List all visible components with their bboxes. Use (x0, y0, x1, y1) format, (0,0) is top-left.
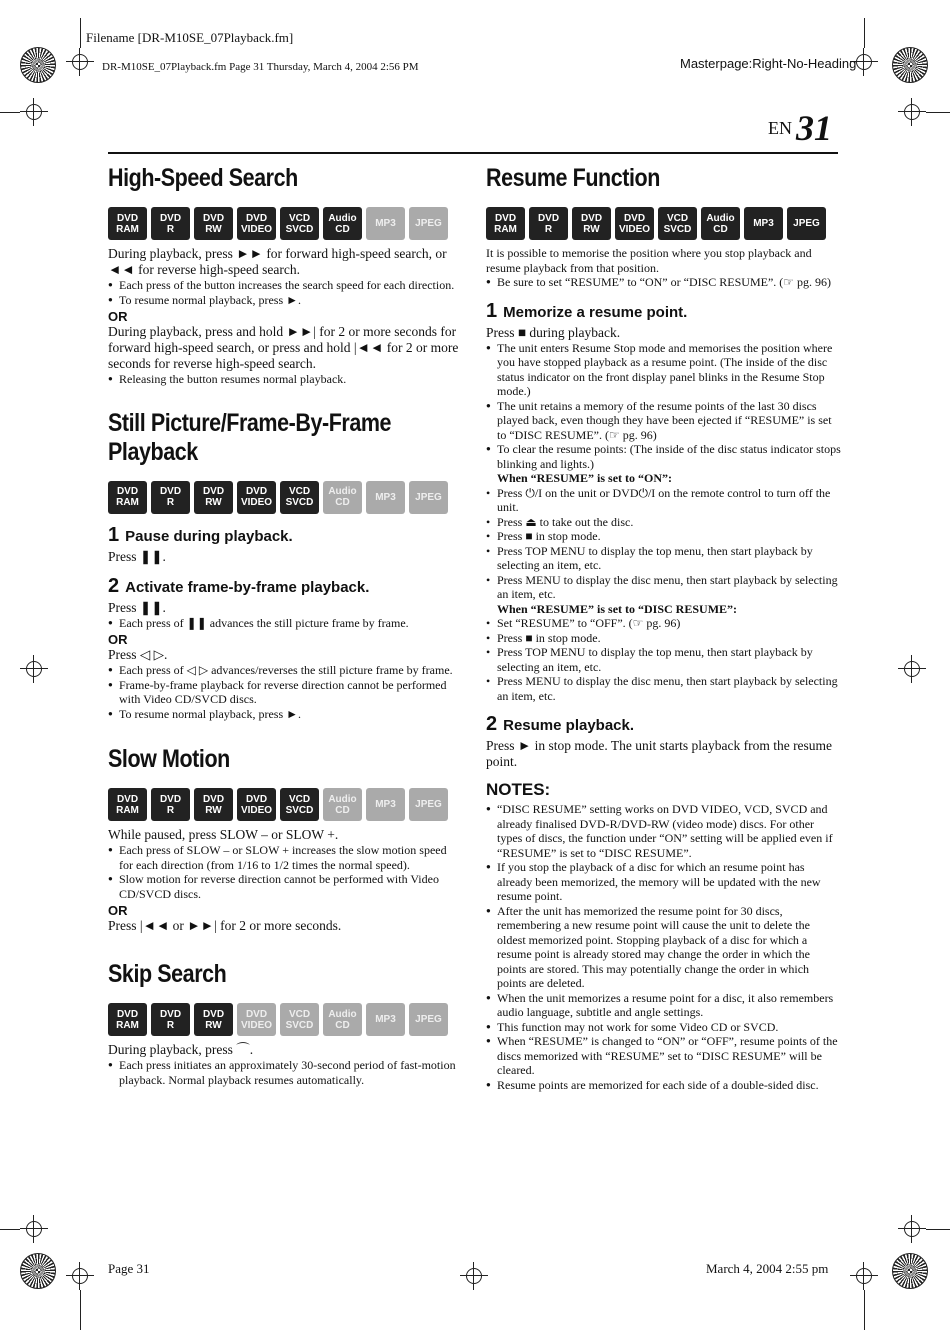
disc-badge (108, 481, 147, 514)
notes-list (486, 802, 841, 1092)
crosshair-icon (20, 655, 48, 683)
cut-line (0, 112, 20, 113)
disc-badge-line1: DVD (116, 212, 139, 224)
disc-badge (658, 207, 697, 240)
disc-badge (280, 481, 319, 514)
bullet-item: ● Resume points are memorized for each side of a double-sided disc. (486, 1078, 841, 1093)
disc-badge-line1: DVD (116, 793, 139, 805)
disc-badge-line1: JPEG (415, 491, 442, 503)
disc-badge-line1: DVD (202, 1008, 225, 1020)
cut-line (80, 1290, 81, 1330)
disc-badge-line2: VIDEO (240, 804, 273, 816)
disc-badge-line1: VCD (288, 212, 311, 224)
bullet-item: ● Releasing the button resumes normal playback. (108, 372, 463, 387)
disc-badge-line1: DVD (159, 793, 182, 805)
cut-line (926, 1229, 950, 1230)
disc-badge-line1: JPEG (415, 1014, 442, 1025)
paragraph: During playback, press ⌒. (108, 1042, 254, 1057)
bullet-item: • Press MENU to display the disc menu, then start playback by selecting an item, etc. (486, 573, 841, 602)
disc-badge (194, 788, 233, 821)
bullet-item: ● To resume normal playback, press ►. (108, 293, 463, 308)
crosshair-icon (898, 98, 926, 126)
paragraph: Press ■ during playback. (486, 324, 621, 340)
bullet-item: ● The unit retains a memory of the resume points of the last 30 discs played back, even though they have been ejected if “RESUME” is set to “DISC RESUME”. (☞ pg. 96) (486, 399, 841, 443)
disc-badge-line1: MP3 (753, 218, 774, 229)
disc-badge-line1: VCD (288, 1008, 311, 1020)
disc-badge-line2: VIDEO (240, 1019, 273, 1031)
paragraph: It is possible to memorise the position where you stop playback and resume playback from that position. (486, 246, 812, 275)
registration-dial-icon (892, 1253, 928, 1289)
disc-badge-line1: MP3 (375, 799, 396, 810)
bullet-item: ● Each press of SLOW – or SLOW + increases the slow motion speed for each direction (from 1/16 to 1/2 times the normal speed). (108, 843, 463, 872)
page-number: 31 (796, 108, 832, 148)
disc-badge (744, 207, 783, 240)
footer-page-label: Page 31 (108, 1261, 150, 1276)
disc-badge-line2: RAM (494, 223, 517, 235)
still-title-line2: Playback (108, 437, 198, 466)
disc-badge (615, 207, 654, 240)
on-list (486, 486, 841, 602)
step-title: Pause during playback. (125, 527, 293, 545)
disc-badge (323, 481, 362, 514)
step-number: 2 (108, 574, 120, 597)
disc-badge (237, 1003, 276, 1036)
header-rule (108, 152, 838, 154)
disc-badge (280, 207, 319, 240)
disc-badge-line1: JPEG (415, 218, 442, 229)
bullet-item: • Press ■ in stop mode. (486, 529, 841, 544)
disc-badge (194, 481, 233, 514)
disc-badge-line1: VCD (288, 486, 311, 497)
cut-line (80, 18, 81, 48)
bullet-item: ● When the unit memorizes a resume point for a disc, it also remembers audio language, subtitle and angle settings. (486, 991, 841, 1020)
bullet-item: • Press ⏏ to take out the disc. (486, 515, 841, 530)
disc-badge (108, 788, 147, 821)
disc-badge (486, 207, 525, 240)
bullet-item: ● Slow motion for reverse direction cannot be performed with Video CD/SVCD discs. (108, 872, 463, 901)
registration-dial-icon (892, 47, 928, 83)
disc-badges (108, 481, 463, 514)
bullet-item: ● Each press of ❚❚ advances the still picture frame by frame. (108, 616, 463, 631)
crosshair-icon (850, 1262, 878, 1290)
still-picture-section (108, 409, 463, 722)
disc-badge-line2: VIDEO (240, 497, 273, 508)
bullet-item: ● Each press initiates an approximately 30-second period of fast-motion playback. Normal playback resumes automatically. (108, 1058, 463, 1087)
disc-badge-line1: DVD (202, 212, 225, 224)
disc-badge-line1: DVD (580, 212, 603, 224)
disc-badge-line1: Audio (328, 1008, 357, 1020)
step-number: 2 (486, 713, 498, 735)
disc-badge (366, 788, 405, 821)
cut-line (864, 18, 865, 48)
bullet-item: ● Each press of ◁ ▷ advances/reverses the still picture frame by frame. (108, 663, 463, 678)
crosshair-icon (460, 1262, 488, 1290)
disc-badge-line1: VCD (288, 793, 311, 805)
disc-badge-line2: R (166, 223, 175, 235)
disc-badge-line2: RW (205, 1019, 222, 1031)
bullet-item: ● If you stop the playback of a disc for which an resume point has already been memorized, the memory will be updated with the new resume point. (486, 860, 841, 904)
paragraph: Press ❚❚. (108, 548, 166, 564)
left-column (108, 160, 463, 1087)
bullet-item: ● Be sure to set “RESUME” to “ON” or “DISC RESUME”. (☞ pg. 96) (486, 275, 841, 290)
disc-badge-line2: CD (335, 1019, 350, 1031)
disc-badge-line2: SVCD (285, 804, 314, 816)
disc-badge (409, 481, 448, 514)
or-label: OR (108, 903, 128, 918)
disc-badge (280, 1003, 319, 1036)
disc-badge (787, 207, 826, 240)
disc-badge-line2: R (544, 223, 553, 235)
disc-badge-line2: SVCD (663, 223, 692, 235)
or-label: OR (108, 309, 128, 324)
disc-badges (108, 788, 463, 821)
step-title: Resume playback. (503, 717, 635, 734)
disc-badge-line1: MP3 (375, 1014, 396, 1025)
crosshair-icon (66, 1262, 94, 1290)
bullet-item: ● Each press of the button increases the search speed for each direction. (108, 278, 463, 293)
disc-badge-line2: R (166, 804, 175, 816)
disc-badge (409, 788, 448, 821)
bullet-item: ● This function may not work for some Video CD or SVCD. (486, 1020, 841, 1035)
footer-date-label: March 4, 2004 2:55 pm (706, 1261, 829, 1276)
masterpage-label: Masterpage:Right-No-Heading (680, 56, 857, 71)
disc-badges (108, 1003, 463, 1036)
disc-badge-line2: RAM (116, 804, 139, 816)
disc-badge-line1: DVD (623, 212, 646, 224)
disc-badge (108, 207, 147, 240)
bullet-item: • Press TOP MENU to display the top menu, then start playback by selecting an item, etc. (486, 544, 841, 573)
disc-badge (151, 481, 190, 514)
bullet-item: ● When “RESUME” is changed to “ON” or “OFF”, resume points of the discs memorized with “RESUME” set to “DISC RESUME” will be cleared. (486, 1034, 841, 1078)
disc-badge-line1: Audio (328, 486, 357, 497)
disc-badge-line1: DVD (245, 212, 268, 224)
disc-badge (237, 481, 276, 514)
disc-badge-line1: VCD (666, 212, 689, 224)
disc-badge-line1: DVD (116, 1008, 139, 1020)
filename-label: Filename [DR-M10SE_07Playback.fm] (86, 30, 294, 45)
disc-badge-line1: Audio (328, 793, 357, 805)
subheading: When “RESUME” is set to “DISC RESUME”: (497, 601, 738, 616)
disc-badge (409, 207, 448, 240)
crosshair-icon (66, 48, 94, 76)
paragraph: During playback, press and hold ►►| for 2 or more seconds for forward high-speed search, or press and hold |◄◄ for 2 or more seconds for reverse high-speed search. (108, 324, 459, 371)
step-number: 1 (108, 523, 120, 546)
bullet-item: ● To clear the resume points: (The inside of the disc status indicator stops blinking and lights.) (486, 442, 841, 471)
disc-badge-line1: JPEG (793, 218, 820, 229)
crosshair-icon (898, 655, 926, 683)
disc-badge (237, 207, 276, 240)
slow-motion-section (108, 745, 463, 934)
disc-badge-line2: CD (335, 497, 350, 508)
disc-badge (572, 207, 611, 240)
still-title-line1: Still Picture/Frame-By-Frame (108, 408, 392, 437)
disc-badge (366, 481, 405, 514)
disc-badge (280, 788, 319, 821)
disc-badge-line2: RW (205, 223, 222, 235)
disc-badge-line1: Audio (328, 212, 357, 224)
disc-badges (108, 207, 463, 240)
paragraph: Press ► in stop mode. The unit starts playback from the resume point. (486, 738, 833, 769)
cut-line (864, 1290, 865, 1330)
bullet-item: ● The unit enters Resume Stop mode and memorises the position where you have stopped playback as a resume point. (The inside of the disc status indicator on the front display panel blinks in the Resume Stop mode.) (486, 341, 841, 399)
disc-badge-line2: VIDEO (240, 223, 273, 235)
disc-badge-line1: DVD (245, 793, 268, 805)
disc-badge (366, 1003, 405, 1036)
paragraph: While paused, press SLOW – or SLOW +. (108, 827, 339, 842)
bullet-item: • Set “RESUME” to “OFF”. (☞ pg. 96) (486, 616, 841, 631)
disc-badge-line2: CD (335, 223, 350, 235)
disc-badge (409, 1003, 448, 1036)
registration-dial-icon (20, 47, 56, 83)
disc-badge-line1: DVD (245, 486, 268, 497)
disc-badge-line1: MP3 (375, 218, 396, 229)
step-title: Memorize a resume point. (503, 303, 688, 321)
disc-badges (486, 207, 841, 240)
subheading: When “RESUME” is set to “ON”: (497, 471, 673, 485)
disc-badge (701, 207, 740, 240)
step-title: Activate frame-by-frame playback. (125, 578, 370, 596)
bullet-item: • Press TOP MENU to display the top menu, then start playback by selecting an item, etc. (486, 645, 841, 674)
step-heading (486, 713, 841, 736)
bullet-item: ● Frame-by-frame playback for reverse direction cannot be performed with Video CD/SVCD discs. (108, 678, 463, 707)
disc-badge (366, 207, 405, 240)
cut-line (926, 112, 950, 113)
disc-badge-line2: RAM (116, 1019, 139, 1031)
paragraph: Press ❚❚. (108, 599, 166, 615)
bullet-item: • Press ■ in stop mode. (486, 631, 841, 646)
step-heading (108, 575, 463, 598)
disc-badge-line1: DVD (245, 1008, 268, 1020)
disc-badge-line2: RAM (116, 497, 139, 508)
disc-badge-line2: SVCD (285, 497, 314, 508)
bullet-item: • Press MENU to display the disc menu, then start playback by selecting an item, etc. (486, 674, 841, 703)
disc-badge (151, 207, 190, 240)
crosshair-icon (20, 1215, 48, 1243)
slow-motion-title: Slow Motion (108, 745, 230, 773)
step-heading (486, 300, 841, 323)
disc-badge (151, 1003, 190, 1036)
disc-badge-line2: RW (583, 223, 600, 235)
high-speed-search-section (108, 164, 463, 387)
cut-line (0, 1229, 20, 1230)
disc-badge (237, 788, 276, 821)
disc-badge-line1: DVD (159, 212, 182, 224)
bullet-item: • Press ⏻/I on the unit or DVD⏻/I on the remote control to turn off the unit. (486, 486, 841, 515)
language-label: EN (768, 118, 792, 138)
crosshair-icon (898, 1215, 926, 1243)
disc-badge-line2: VIDEO (618, 223, 651, 235)
disc-badge-line2: RW (205, 497, 222, 508)
bullet-item: ● After the unit has memorized the resume point for 30 discs, remembering a new resume point will cause the unit to delete the oldest memorized point. Stopping playback of a disc for which a resume point is already stored may change the order in which the points are stored. This may potentially change the order in which points are deleted. (486, 904, 841, 991)
disc-badge-line1: DVD (159, 486, 182, 497)
step-number: 1 (486, 299, 498, 322)
disc-badge (323, 1003, 362, 1036)
still-picture-title (108, 409, 413, 467)
disc-badge-line1: MP3 (375, 491, 396, 503)
disc-badge-line2: R (166, 497, 175, 508)
disc-badge-line2: CD (713, 223, 728, 235)
bullet-item: ● “DISC RESUME” setting works on DVD VIDEO, VCD, SVCD and already finalised DVD-R/DVD-RW (video mode) discs. For other types of discs, the function under “ON” setting will be applied even if “RESUME” is set to “DISC RESUME”. (486, 802, 841, 860)
right-column (486, 160, 841, 1092)
disc-badge-line2: R (166, 1019, 175, 1031)
disc-badge (151, 788, 190, 821)
disc-badge (108, 1003, 147, 1036)
disc-badge-line1: DVD (537, 212, 560, 224)
paragraph: Press |◄◄ or ►►| for 2 or more seconds. (108, 918, 342, 933)
paragraph: During playback, press ►► for forward high-speed search, or ◄◄ for reverse high-speed search. (108, 246, 447, 277)
disc-badge-line2: RAM (116, 223, 139, 235)
disc-badge (194, 1003, 233, 1036)
disc-badge-line1: DVD (159, 1008, 182, 1020)
disc-badge (323, 788, 362, 821)
disc-badge (529, 207, 568, 240)
disc-badge-line1: DVD (202, 793, 225, 805)
disc-resume-list (486, 616, 841, 703)
step-heading (108, 524, 463, 547)
skip-search-title: Skip Search (108, 960, 227, 988)
disc-badge-line2: RW (205, 804, 222, 816)
disc-badge-line1: DVD (494, 212, 517, 224)
disc-badge-line2: SVCD (285, 223, 314, 235)
disc-badge (194, 207, 233, 240)
disc-badge-line2: SVCD (285, 1019, 314, 1031)
disc-badge-line1: DVD (116, 486, 139, 497)
paragraph: Press ◁ ▷. (108, 647, 168, 662)
or-label: OR (108, 632, 128, 647)
resume-function-title: Resume Function (486, 164, 660, 192)
notes-title: NOTES: (486, 780, 551, 799)
disc-badge-line1: Audio (706, 212, 735, 224)
skip-search-section (108, 960, 463, 1087)
disc-badge-line1: DVD (202, 486, 225, 497)
bullet-item: ● To resume normal playback, press ►. (108, 707, 463, 722)
high-speed-search-title: High-Speed Search (108, 164, 298, 192)
disc-badge-line1: JPEG (415, 799, 442, 810)
registration-dial-icon (20, 1253, 56, 1289)
crosshair-icon (20, 98, 48, 126)
disc-badge-line2: CD (335, 804, 350, 816)
disc-badge (323, 207, 362, 240)
file-info-label: DR-M10SE_07Playback.fm Page 31 Thursday, March 4, 2004 2:56 PM (102, 61, 419, 73)
